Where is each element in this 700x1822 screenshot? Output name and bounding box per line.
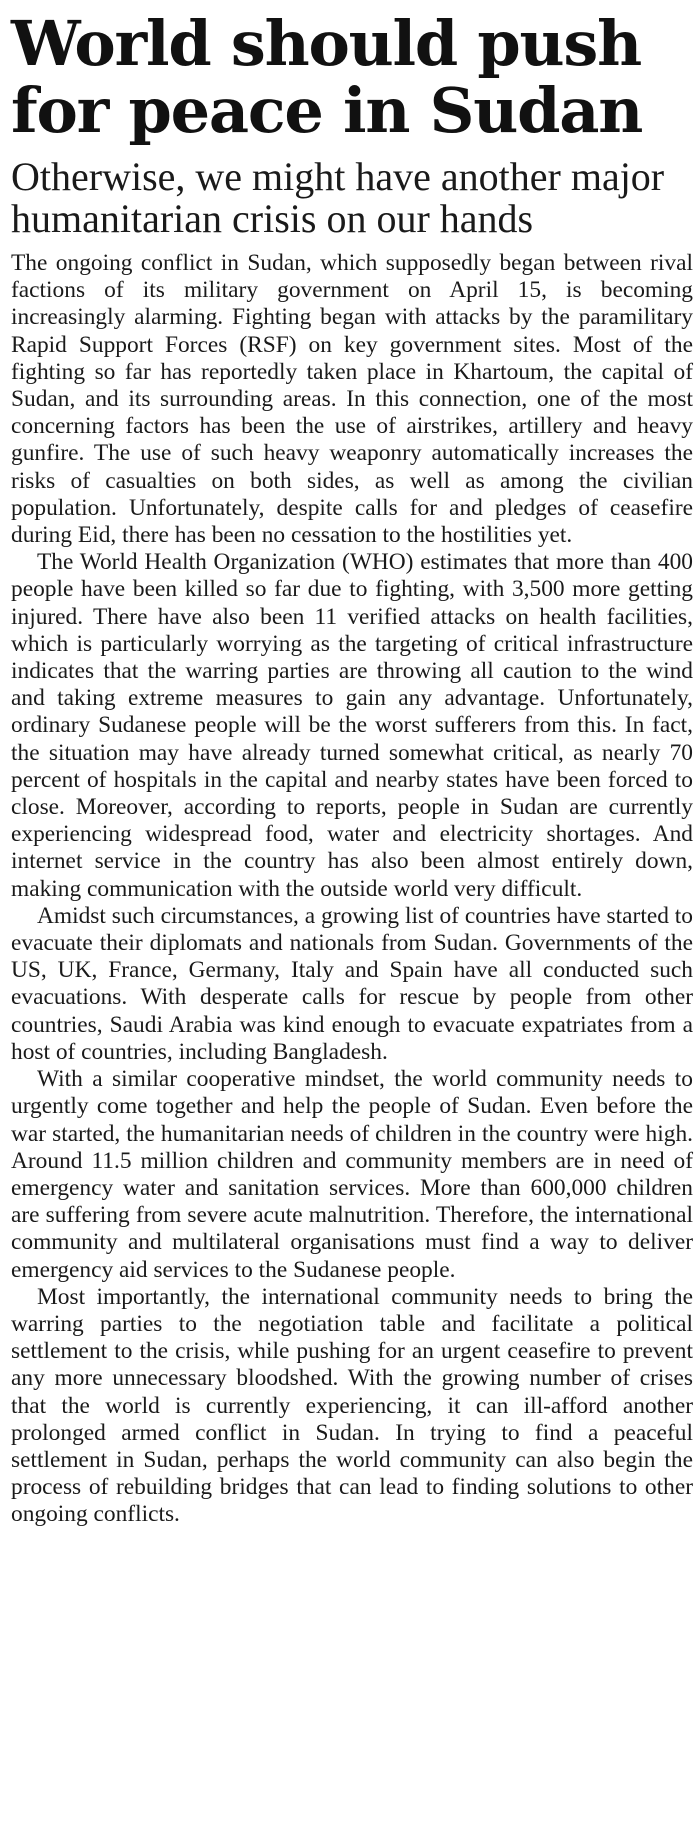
paragraph-2: The World Health Organization (WHO) estimates that more than 400 people have been killed so far due to fighting, with 3,500 more getting injured. There have also been 11 verified attacks on health facilities, which is particularly worrying as the targeting of critical infrastructure indicates that the warring parties are throwing all caution to the wind and taking extreme measures to gain any advantage. Unfortunately, ordinary Sudanese people will be the worst sufferers from this. In fact, the situation may have already turned somewhat critical, as nearly 70 percent of hospitals in the capital and nearby states have been forced to close. Moreover, according to reports, people in Sudan are currently experiencing widespread food, water and electricity shortages. And internet service in the country has also been almost entirely down, making communication with the outside world very difficult. <box>11 549 693 902</box>
paragraph-4: With a similar cooperative mindset, the world community needs to urgently come together and help the people of Sudan. Even before the war started, the humanitarian needs of children in the country were high. Around 11.5 million children and community members are in need of emergency water and sanitation services. More than 600,000 children are suffering from severe acute malnutrition. Therefore, the international community and multilateral organisations must find a way to deliver emergency aid services to the Sudanese people. <box>11 1066 693 1283</box>
subheadline: Otherwise, we might have another major humanitarian crisis on our hands <box>11 154 665 241</box>
editorial-article <box>11 0 693 1529</box>
paragraph-5: Most importantly, the international community needs to bring the warring parties to the negotiation table and facilitate a political settlement to the crisis, while pushing for an urgent ceasefire to prevent any more unnecessary bloodshed. With the growing number of crises that the world is currently experiencing, it can ill-afford another prolonged armed conflict in Sudan. In trying to find a peaceful settlement in Sudan, perhaps the world community can also begin the process of rebuilding bridges that can lead to finding solutions to other ongoing conflicts. <box>11 1283 693 1528</box>
headline: World should push for peace in Sudan <box>11 7 643 147</box>
paragraph-1: The ongoing conflict in Sudan, which supposedly began between rival factions of its military government on April 15, is becoming increasingly alarming. Fighting began with attacks by the paramilitary Rapid Support Forces (RSF) on key government sites. Most of the fighting so far has reportedly taken place in Khartoum, the capital of Sudan, and its surrounding areas. In this connection, one of the most concerning factors has been the use of airstrikes, artillery and heavy gunfire. The use of such heavy weaponry automatically increases the risks of casualties on both sides, as well as among the civilian population. Unfortunately, despite calls for and pledges of ceasefire during Eid, there has been no cessation to the hostilities yet. <box>11 250 693 549</box>
article-body <box>11 250 693 1529</box>
paragraph-3: Amidst such circumstances, a growing list of countries have started to evacuate their diplomats and nationals from Sudan. Governments of the US, UK, France, Germany, Italy and Spain have all conducted such evacuations. With desperate calls for rescue by people from other countries, Saudi Arabia was kind enough to evacuate expatriates from a host of countries, including Bangladesh. <box>11 902 693 1065</box>
